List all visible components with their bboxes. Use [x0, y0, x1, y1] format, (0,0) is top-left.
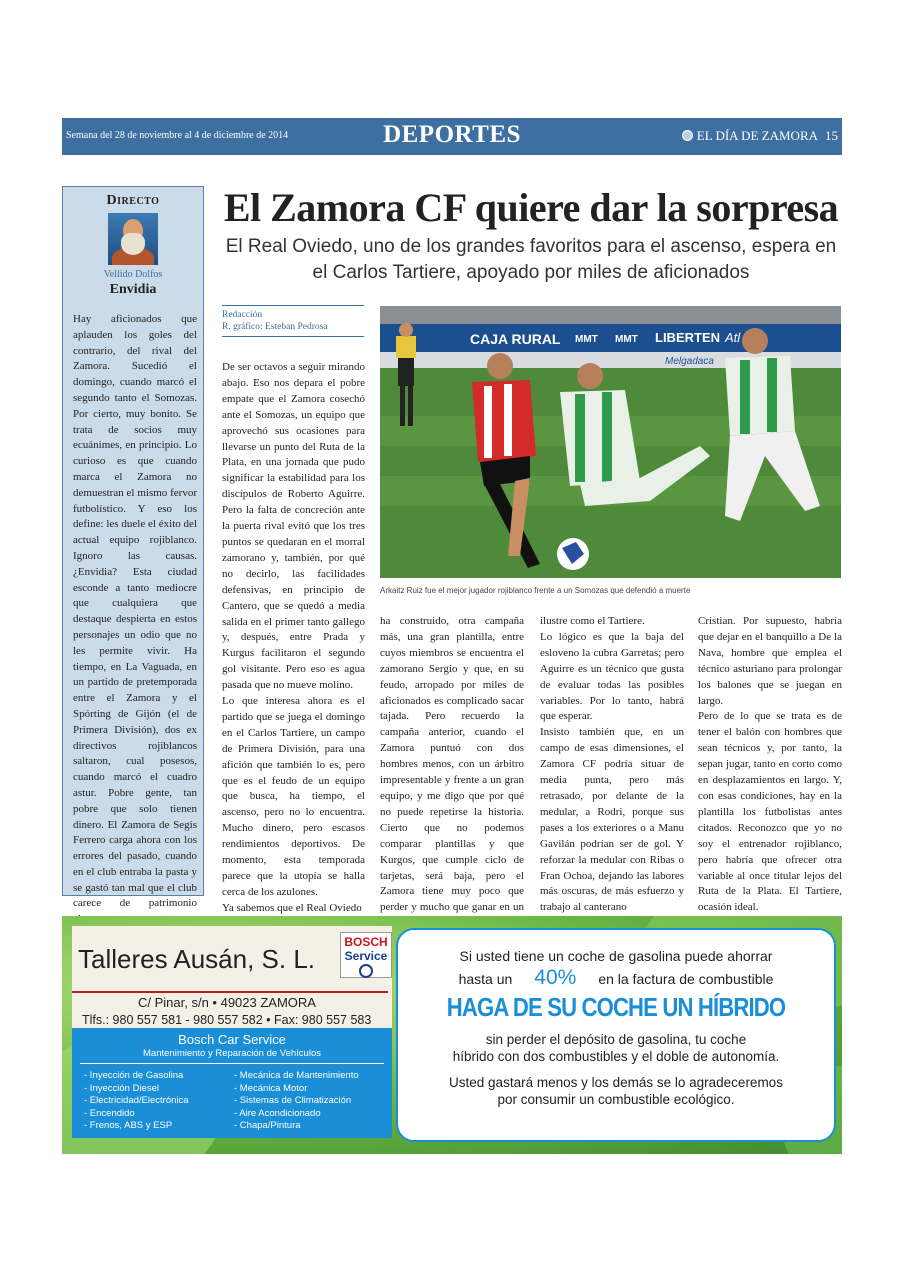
- paragraph: Ya sabemos que el Real Oviedo: [222, 901, 362, 914]
- byline-photographer: R. gráfico: Esteban Pedrosa: [222, 322, 328, 332]
- paragraph: ilustre como el Tartiere.: [540, 615, 645, 627]
- author-portrait: [108, 213, 158, 265]
- article-column-3: [540, 614, 684, 916]
- newspaper-name: [682, 128, 818, 144]
- ad-board-4: LIBERTEN: [655, 330, 720, 345]
- list-item: - Inyección Diesel: [84, 1082, 159, 1094]
- promo-line-2a: hasta un: [458, 971, 513, 987]
- promo-line-2: [398, 966, 834, 990]
- list-item: - Encendido: [84, 1107, 135, 1119]
- promo-line-5b: por consumir un combustible ecológico.: [497, 1092, 735, 1107]
- ad-boards: [380, 324, 841, 352]
- paragraph: Lo que interesa ahora es el partido que se juega el domingo en el Carlos Tartiere, un campo de Primera División, para una afición que también lo es, pero que es el feudo de un equipo que busca, ha tiempo, el ascenso, pero no lo encuentra. Mucho dinero, pero escasos rendimientos deportivos. De momento, esta temporada parece que la utopía se halla cerca de los azulones.: [222, 695, 365, 898]
- opinion-column: [62, 186, 204, 910]
- byline-author: Redacción: [222, 310, 263, 320]
- services-list-left: [84, 1070, 189, 1133]
- promo-line-4b: híbrido con dos combustibles y el doble de autonomía.: [452, 1049, 780, 1064]
- bosch-service-logo: [340, 932, 392, 978]
- promo-line-4: [398, 1031, 834, 1065]
- ad-board-5: Atl: [725, 330, 741, 345]
- bosch-logo-subtext: Service: [344, 949, 388, 963]
- company-name: Talleres Ausán, S. L.: [78, 944, 316, 974]
- company-address: C/ Pinar, s/n • 49023 ZAMORA: [138, 995, 316, 1010]
- promo-line-5a: Usted gastará menos y los demás se lo agradeceremos: [449, 1075, 783, 1090]
- list-item: - Chapa/Pintura: [234, 1120, 301, 1132]
- byline: [222, 305, 364, 337]
- match-photo: [380, 306, 841, 578]
- paragraph: ha construido, otra campaña más, una gran plantilla, entre cuyos miembros se encuentra el zamorano Sergio y que, en su feudo, arropado por miles de aficionados es complicado sacar tajada. Pero recuerdo la campaña anterior, cuando el Zamora puntuó con dos hombres menos, con un árbitro impresentable y frente a un gran equipo, y me digo que por qué no puede repetirse la historia. Cierto que no podemos comparar plantillas y que Kurgos, que cumple ciclo de tarjetas, será baja, pero el Zamora tiene muy poco que perder y mucho que ganar en un: [380, 615, 524, 914]
- section-header-bar: [62, 118, 842, 155]
- paragraph: De ser octavos a seguir mirando abajo. Eso nos depara el pobre empate que el Zamora cosechó ante el Somozas, un equipo que aprovechó sus ocasiones para llevarse un punto del Ruta de la Plata, en una jornada que pudo significar la estabilidad para los discípulos de Roberto Aguirre. Pero la falta de concreción ante la puerta rival evitó que los tres puntos se quedaran en el morral zamorano y, también, por qué no decirlo, las facilidades defensivas, en principio de Cantero, que se quedó a media salida en el primer tanto gallego y, después, entre Prada y Kurgus facilitaron el segundo gol visitante. Pero eso es agua pasada que no mueve molino.: [222, 361, 365, 692]
- list-item: - Sistemas de Climatización: [234, 1095, 352, 1107]
- ad-board-2: CAJA RURAL: [470, 331, 561, 347]
- list-item: - Electricidad/Electrónica: [84, 1095, 189, 1107]
- section-title: DEPORTES: [383, 121, 521, 148]
- company-box: [72, 926, 392, 1034]
- promo-box: [396, 928, 836, 1142]
- ad-board-1: MMT: [575, 334, 598, 345]
- column-body: Hay aficionados que aplauden los goles del contrario, del rival del Zamora. Sucedió el domingo, cuando marcó el segundo tanto el Somozas. Por cierto, muy bonito. Se trata de socios muy ecuánimes, en principio. Lo curioso es que cuando marca el Zamora no demuestran el mismo fervor futbolístico. Y eso los define: les duele el éxito del actual equipo rojiblanco. Ignoro las causas. ¿Envidia? Esta ciudad esconde a tanto mediocre que cualquiera que destaque despierta en estos personajes un odio que no les permite vivir. Ha tiempo, en La Vaguada, en un partido de pretemporada entre el Zamora y el Spórting de Gijón (el de Primera División), dos ex directivos rojiblancos saltaron, cual posesos, cuando marcó el cuadro astur. Pobre gente, tan pobre que solo tienen dinero. El Zamora de Segis Ferrero carga ahora con los errores del pasado, cuando en el club entraba la pasta y se gastó tan mal que el club carece de patrimonio: [73, 313, 197, 910]
- list-item: - Frenos, ABS y ESP: [84, 1120, 173, 1132]
- issue-date: Semana del 28 de noviembre al 4 de diciembre de 2014: [66, 130, 289, 141]
- promo-line-2b: en la factura de combustible: [598, 971, 774, 987]
- promo-line-4a: sin perder el depósito de gasolina, tu coche: [485, 1032, 747, 1047]
- list-item: - Aire Acondicionado: [234, 1107, 321, 1119]
- paragraph: Cristian. Por supuesto, habría que dejar en el banquillo a De la Nava, hombre que emplea el técnico asturiano para prolongar los balones que se juegan en largo.: [698, 615, 842, 707]
- paragraph: Insisto también que, en un campo de esas dimensiones, el Zamora CF podría situar de media punta, pero más retrasado, por delante de la medular, a Rodri, porque sus pases a los exteriores o a Manu Gavilán podrían ser de gol. Y reforzar la medular con Ribas o Fran Ochoa, dejando las labores más oscuras, de más esfuerzo y trabajo al canterano: [540, 726, 684, 914]
- promo-percentage: 40%: [534, 966, 577, 989]
- services-box: [72, 1028, 392, 1138]
- page-number: 15: [825, 128, 838, 143]
- bosch-logo-text: BOSCH: [344, 935, 388, 949]
- article-column-1: [222, 360, 365, 917]
- services-subtitle: Mantenimiento y Reparación de Vehículos: [143, 1048, 321, 1059]
- circle-icon: [682, 130, 693, 141]
- list-item: - Mecánica de Mantenimiento: [234, 1070, 359, 1081]
- article-subhead: El Real Oviedo, uno de los grandes favoritos para el ascenso, espera en el Carlos Tartiere, apoyado por miles de aficionados: [225, 236, 837, 283]
- promo-slogan: HAGA DE SU COCHE UN HÍBRIDO: [446, 992, 786, 1022]
- column-title: Envidia: [109, 282, 157, 297]
- list-item: - Inyección de Gasolina: [84, 1070, 184, 1081]
- company-phones: Tlfs.: 980 557 581 - 980 557 582 • Fax: 980 557 583: [82, 1013, 372, 1027]
- promo-line-5: [398, 1074, 834, 1108]
- promo-line-1: Si usted tiene un coche de gasolina puede ahorrar: [459, 948, 773, 964]
- ad-board-6: Melgadaca: [665, 356, 714, 367]
- divider: [72, 991, 388, 993]
- article-headline: El Zamora CF quiere dar la sorpresa: [223, 185, 839, 230]
- column-author: Vellido Dolfos: [103, 269, 163, 280]
- paragraph: Pero de lo que se trata es de tener el balón con hombres que sean técnicos y, por tanto, la sepan jugar, tanto en corto como en desplazamientos en largo. Y, con esas condiciones, hay en la plantilla los futbolistas antes citados. Reconozco que yo no soy el entrenador rojiblanco, pero habría que ofrecer otra variable al once titular lejos del Ruta de la Plata. El Tartiere, ocasión ideal.: [698, 710, 842, 914]
- portrait-beard: [121, 233, 145, 255]
- list-item: - Mecánica Motor: [234, 1082, 308, 1094]
- column-kicker: Directo: [106, 193, 160, 208]
- paragraph: Lo lógico es que la baja del esloveno la cubra Garretas; pero Aguirre es un técnico que gusta de evaluar todas las posibles variables. Por lo tanto, habrá que esperar.: [540, 630, 684, 723]
- photo-caption: Arkaitz Ruiz fue el mejor jugador rojiblanco frente a un Somozas que defendió a muerte: [380, 586, 691, 595]
- byline-rule: [222, 336, 364, 337]
- bosch-armature-icon: [359, 964, 373, 978]
- divider: [80, 1063, 384, 1064]
- match-photo-illustration: [380, 306, 841, 578]
- newspaper-name-text: EL DÍA DE ZAMORA: [696, 128, 818, 143]
- article-column-4: [698, 614, 842, 916]
- services-list-right: [234, 1070, 359, 1133]
- ad-board-3: MMT: [615, 334, 638, 345]
- article-column-2: [380, 614, 524, 932]
- services-title: Bosch Car Service: [178, 1032, 286, 1047]
- advertisement: [62, 916, 842, 1154]
